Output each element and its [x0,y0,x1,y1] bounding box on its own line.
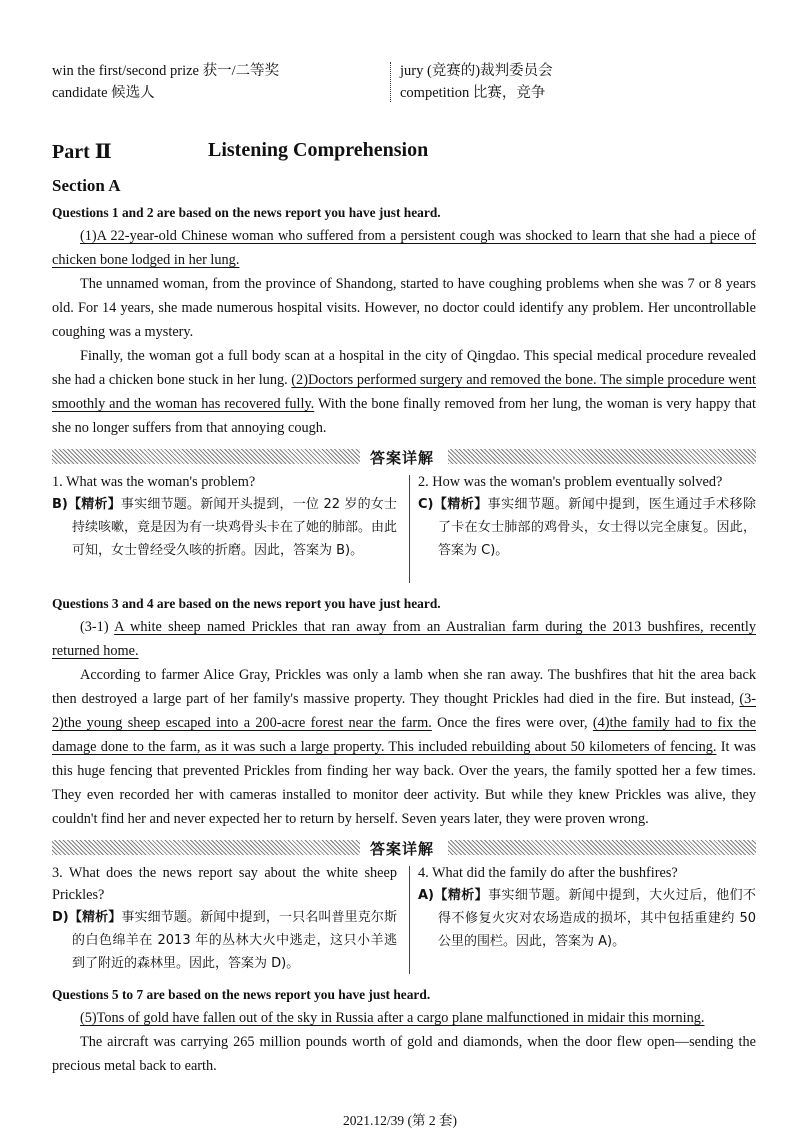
column-divider [409,475,410,583]
answer-underline: (4)the family had to fix the damage done to the farm, as it was such a large property. This included rebuilding about 50 kilometers of fencing. [52,715,756,755]
answer-key: C)【精析】 [418,497,488,512]
vocab-item: competition 比赛，竞争 [400,85,546,101]
answer-explanation [418,884,756,953]
answer-explanation [418,493,756,562]
answer-column-left [52,862,397,975]
answer-underline: (1)A 22-year-old Chinese woman who suffered from a persistent cough was shocked to learn that she had a piece of chicken bone lodged in her lung. [52,228,756,268]
answer-underline: (3-2)the young sheep escaped into a 200-acre forest near the farm. [52,691,756,731]
passage-paragraph [52,224,756,272]
answer-explanation [52,906,397,975]
passage-paragraph [52,615,756,663]
question-group-heading: Questions 1 and 2 are based on the news report you have just heard. [52,205,441,220]
explanation-text: 事实细节题。新闻中提到，大火过后，他们不得不修复火灾对农场造成的损坏，其中包括重建约 50 公里的围栏。因此，答案为 A)。 [438,888,756,949]
part-label: Part Ⅱ [52,141,112,163]
page-footer: 2021.12/39 (第 2 套) [343,1113,457,1128]
question-text: 1. What was the woman's problem? [52,474,256,490]
main-content [52,202,756,1078]
banner-title: 答案详解 [370,449,435,467]
question-group-heading: Questions 5 to 7 are based on the news report you have just heard. [52,987,431,1002]
column-divider [409,866,410,974]
passage-text: Once the fires were over, [431,715,593,731]
vocabulary-box [52,60,752,106]
passage-paragraph [52,344,756,440]
banner-hatch-left [52,840,360,855]
answer-column-left [52,471,397,562]
banner-hatch-left [52,449,360,464]
passage-paragraph [52,663,756,831]
question-text: 4. What did the family do after the bushfires? [418,865,678,881]
vocab-item: jury (竞赛的)裁判委员会 [400,63,553,79]
vocab-item: win the first/second prize 获一/二等奖 [52,63,280,79]
answer-underline: A white sheep named Prickles that ran away from an Australian farm during the 2013 bushfires, recently returned home. [52,619,756,659]
explanation-text: 事实细节题。新闻中提到，医生通过手术移除了卡在女士肺部的鸡骨头，女士得以完全康复。因此，答案为 C)。 [438,497,756,558]
passage-text: (3-1) [80,619,115,635]
banner-title: 答案详解 [370,840,435,858]
answer-key: B)【精析】 [52,497,121,512]
answer-key: A)【精析】 [418,888,489,903]
section-title: Section A [52,176,121,195]
question-group-heading: Questions 3 and 4 are based on the news report you have just heard. [52,596,441,611]
answer-explanation [52,493,397,562]
answer-underline: (2)Doctors performed surgery and removed the bone. The simple procedure went smoothly and the woman has recovered fully. [52,372,756,412]
passage-text: It was this huge fencing that prevented Prickles from finding her way back. Over the years, the family spotted her a few times. They even recorded her with cameras installed to monitor deer activity. But while they knew Prickles was alive, they couldn't find her and never expected her to return by herself. Seven years later, they were proven wrong. [52,739,756,827]
part-title: Listening Comprehension [208,139,429,161]
question-text: 2. How was the woman's problem eventually solved? [418,474,723,490]
passage-paragraph: The aircraft was carrying 265 million pounds worth of gold and diamonds, when the door flew open—sending the precious metal back to earth. [52,1034,756,1074]
answer-block [52,862,756,980]
answer-column-right [418,471,756,562]
answer-column-right [418,862,756,953]
vocab-left-column [52,60,279,104]
banner-hatch-right [448,449,756,464]
passage-text: Finally, the woman got a full body scan at a hospital in the city of Qingdao. This special medical procedure revealed she had a chicken bone stuck in her lung. [52,348,756,388]
answer-underline: (5)Tons of gold have fallen out of the sky in Russia after a cargo plane malfunctioned in midair this morning. [80,1010,705,1026]
passage-paragraph [52,1006,756,1030]
answer-banner [52,838,756,858]
explanation-text: 事实细节题。新闻开头提到，一位 22 岁的女士持续咳嗽，竟是因为有一块鸡骨头卡在了她的肺部。由此可知，女士曾经受久咳的折磨。因此，答案为 B)。 [72,497,398,558]
vocab-divider [390,62,391,102]
answer-block [52,471,756,589]
question-text: 3. What does the news report say about the white sheep Prickles? [52,865,397,903]
answer-banner [52,447,756,467]
passage-text: According to farmer Alice Gray, Prickles was only a lamb when she ran away. The bushfires that hit the area back then destroyed a large part of her family's massive property. They thought Prickles had died in the fire. But instead, [52,667,756,707]
passage-text: With the bone finally removed from her lung, the woman is very happy that she no longer suffers from that annoying cough. [52,396,756,436]
vocab-right-column [400,60,553,104]
vocab-item: candidate 候选人 [52,85,155,101]
explanation-text: 事实细节题。新闻中提到，一只名叫普里克尔斯的白色绵羊在 2013 年的丛林大火中逃走，这只小羊逃到了附近的森林里。因此，答案为 D)。 [72,910,397,971]
passage-paragraph: The unnamed woman, from the province of Shandong, started to have coughing problems when she was 7 or 8 years old. For 14 years, she made numerous hospital visits. However, no doctor could identify any problem. Her uncontrollable coughing was a mystery. [52,276,756,340]
banner-hatch-right [448,840,756,855]
answer-key: D)【精析】 [52,910,122,925]
